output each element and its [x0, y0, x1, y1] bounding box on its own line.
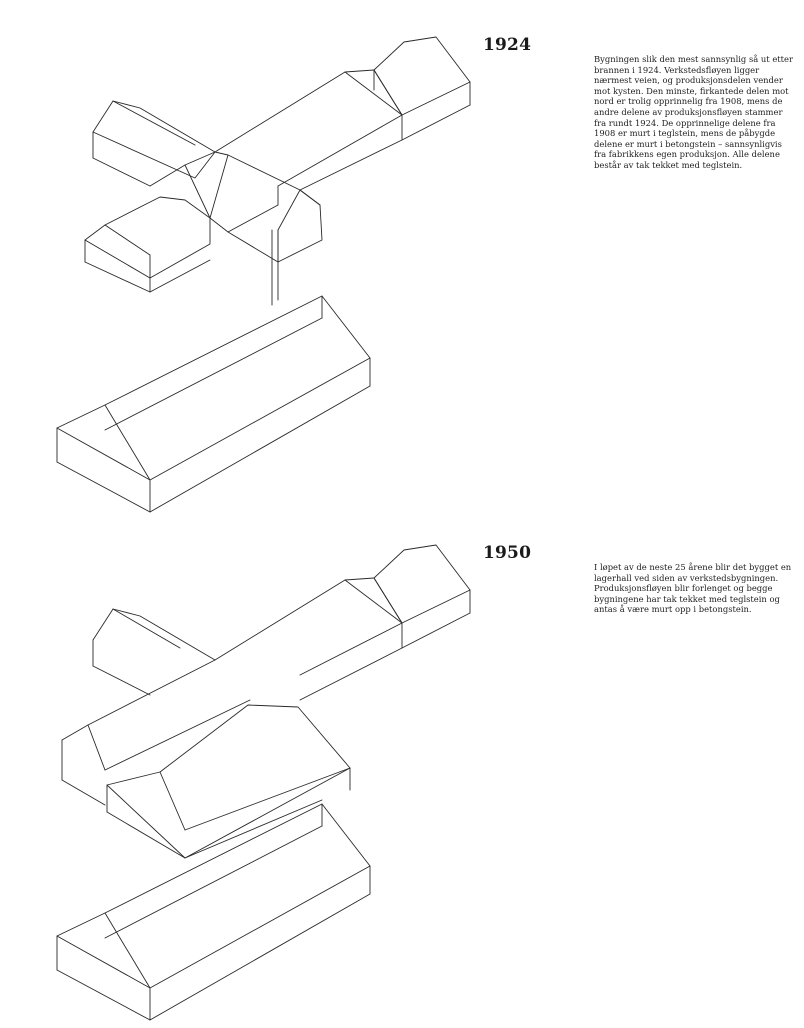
section-1950-description: I løpet av de neste 25 årene blir det bygget en lagerhall ved siden av verkstedsbygningen. Produksjonsfløyen blir forlenget og begge bygningene har tak tekket med teglstein og antas å være murt opp i betongstein. — [594, 562, 792, 615]
section-1924-description: Bygningen slik den mest sannsynlig så ut etter brannen i 1924. Verkstedsfløyen ligger nærmest veien, og produksjonsdelen vender mot kysten. Den minste, firkantede delen mot nord er trolig opprinnelig fra 1908, mens de andre delene av produksjonsfløyen stammer fra rundt 1924. De opprinnelige delene fra 1908 er murt i teglstein, mens de påbygde delene er murt i betongstein – sannsynligvis fra fabrikkens egen produksjon. Alle delene består av tak tekket med teglstein. — [594, 54, 793, 170]
northwest-wing-1950 — [93, 609, 215, 695]
warehouse-hall-1950 — [107, 705, 350, 858]
workshop-building-1950 — [57, 804, 370, 1020]
north-square-building-1950 — [374, 545, 470, 648]
section-1924-year: 1924 — [483, 35, 532, 55]
section-1950-year: 1950 — [483, 543, 532, 563]
production-wing-1950 — [62, 578, 402, 805]
